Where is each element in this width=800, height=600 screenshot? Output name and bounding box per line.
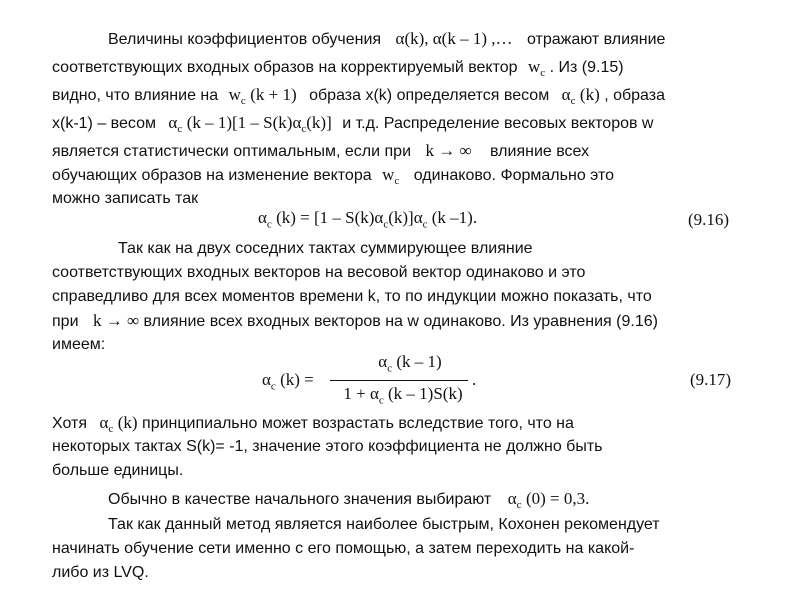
equation-9-17-dot: . bbox=[472, 370, 477, 389]
math-alpha-k: α(k), α(k – 1) ,… bbox=[395, 29, 513, 48]
paragraph2-line4 bbox=[52, 310, 658, 333]
text: и т.д. Распределение весовых векторов w bbox=[342, 115, 654, 132]
paragraph1-line3 bbox=[52, 84, 665, 112]
paragraph5-line3 bbox=[52, 562, 149, 584]
math-k-to-infinity: k → ∞ bbox=[92, 311, 140, 330]
math-sub: c bbox=[516, 499, 522, 512]
paragraph5-line2 bbox=[52, 538, 634, 560]
paragraph4-line1 bbox=[108, 488, 589, 516]
text: , образа bbox=[604, 87, 666, 104]
math-expression: (k)]α bbox=[388, 208, 423, 227]
math-sub: c bbox=[177, 123, 183, 136]
math-expression: (k – 1)[1 – S(k)α bbox=[186, 113, 302, 132]
paragraph2-line1 bbox=[118, 238, 533, 260]
text: больше единицы. bbox=[52, 462, 184, 479]
text: некоторых тактах S(k)= -1, значение этого коэффициента не должно быть bbox=[52, 438, 603, 455]
math-expression: (k)] bbox=[306, 113, 332, 132]
math-sub: c bbox=[240, 95, 246, 108]
math-sub: c bbox=[422, 218, 428, 231]
math-alpha: α bbox=[507, 489, 517, 508]
math-sub: c bbox=[570, 95, 576, 108]
math-sub: c bbox=[108, 423, 114, 436]
math-sub: c bbox=[266, 218, 272, 231]
math-alpha: α bbox=[262, 370, 271, 389]
equation-9-17-numerator bbox=[352, 352, 468, 374]
text: справедливо для всех моментов времени k, то по индукции можно показать, что bbox=[52, 288, 652, 305]
paragraph2-line2 bbox=[52, 262, 585, 284]
math-sub: c bbox=[301, 123, 307, 136]
text: . Из (9.15) bbox=[549, 59, 624, 76]
math-sub: c bbox=[394, 175, 400, 188]
equation-number-9-16: (9.16) bbox=[688, 210, 730, 229]
math-w: w bbox=[228, 85, 241, 104]
text: влияние всех входных векторов на w одинаково. Из уравнения (9.16) bbox=[143, 313, 658, 330]
text: является статистически оптимальным, если при bbox=[52, 143, 412, 160]
math-k: (k) bbox=[579, 85, 600, 104]
math-sub: c bbox=[387, 362, 393, 375]
math-expression: (k) = [1 – S(k)α bbox=[276, 208, 384, 227]
math-k: (k) bbox=[117, 413, 138, 432]
text: видно, что влияние на bbox=[52, 87, 219, 104]
math-sub: c bbox=[540, 67, 546, 80]
text: либо из LVQ. bbox=[52, 564, 149, 581]
equation-9-17-denominator bbox=[330, 384, 476, 406]
fraction-bar bbox=[330, 380, 468, 381]
math-alpha: α bbox=[561, 85, 571, 104]
text: влияние всех bbox=[490, 143, 590, 160]
math-expression: (k) = bbox=[280, 370, 314, 389]
paragraph2-line5 bbox=[52, 334, 105, 356]
text: имеем: bbox=[52, 336, 106, 353]
math-alpha: α bbox=[378, 352, 388, 371]
text: при bbox=[52, 313, 79, 330]
math-alpha: α bbox=[99, 413, 109, 432]
math-k-to-infinity: k → ∞ bbox=[425, 141, 472, 160]
text: можно записать так bbox=[52, 190, 199, 207]
paragraph1-line7 bbox=[52, 188, 198, 210]
paragraph2-line3 bbox=[52, 286, 652, 308]
paragraph1-line2 bbox=[52, 56, 624, 84]
paragraph1-line1 bbox=[108, 28, 665, 51]
math-expression: (k – 1)S(k) bbox=[388, 384, 463, 403]
text: обучающих образов на изменение вектора bbox=[52, 167, 372, 184]
text: Обычно в качестве начального значения выбирают bbox=[108, 491, 492, 508]
text: одинаково. Формально это bbox=[413, 167, 615, 184]
math-w: w bbox=[528, 57, 541, 76]
text: отражают влияние bbox=[526, 31, 666, 48]
equation-number-9-17: (9.17) bbox=[690, 370, 732, 389]
paragraph3-line3 bbox=[52, 460, 183, 482]
text: соответствующих входных образов на корректируемый вектор bbox=[52, 59, 518, 76]
math-expression: (0) = 0,3. bbox=[525, 489, 590, 508]
text: соответствующих входных векторов на весовой вектор одинаково и это bbox=[52, 264, 586, 281]
text: принципиально может возрастать вследствие того, что на bbox=[142, 415, 574, 432]
math-alpha: α bbox=[168, 113, 178, 132]
math-sub: c bbox=[378, 394, 384, 407]
math-alpha: α bbox=[258, 208, 267, 227]
text: Так как данный метод является наиболее быстрым, Кохонен рекомендует bbox=[108, 516, 660, 533]
math-w: w bbox=[382, 165, 395, 184]
text: начинать обучение сети именно с его помощью, а затем переходить на какой- bbox=[52, 540, 635, 557]
paragraph3-line2 bbox=[52, 436, 603, 458]
math-expression: (k –1). bbox=[431, 208, 478, 227]
paragraph1-line4 bbox=[52, 112, 653, 140]
text: Так как на двух соседних тактах суммирующее влияние bbox=[118, 240, 533, 257]
math-expression: (k – 1) bbox=[396, 352, 442, 371]
text: Величины коэффициентов обучения bbox=[108, 31, 382, 48]
math-sub: c bbox=[270, 380, 276, 393]
math-k-plus-1: (k + 1) bbox=[250, 85, 297, 104]
equation-9-16 bbox=[258, 208, 477, 230]
text: x(k-1) – весом bbox=[52, 115, 156, 132]
math-sub: c bbox=[383, 218, 389, 231]
equation-9-17-lhs bbox=[262, 370, 314, 392]
text: Хотя bbox=[52, 415, 88, 432]
math-expression: 1 + α bbox=[343, 384, 379, 403]
paragraph5-line1 bbox=[108, 514, 660, 536]
text: образа x(k) определяется весом bbox=[309, 87, 550, 104]
paragraph1-line5 bbox=[52, 140, 589, 163]
